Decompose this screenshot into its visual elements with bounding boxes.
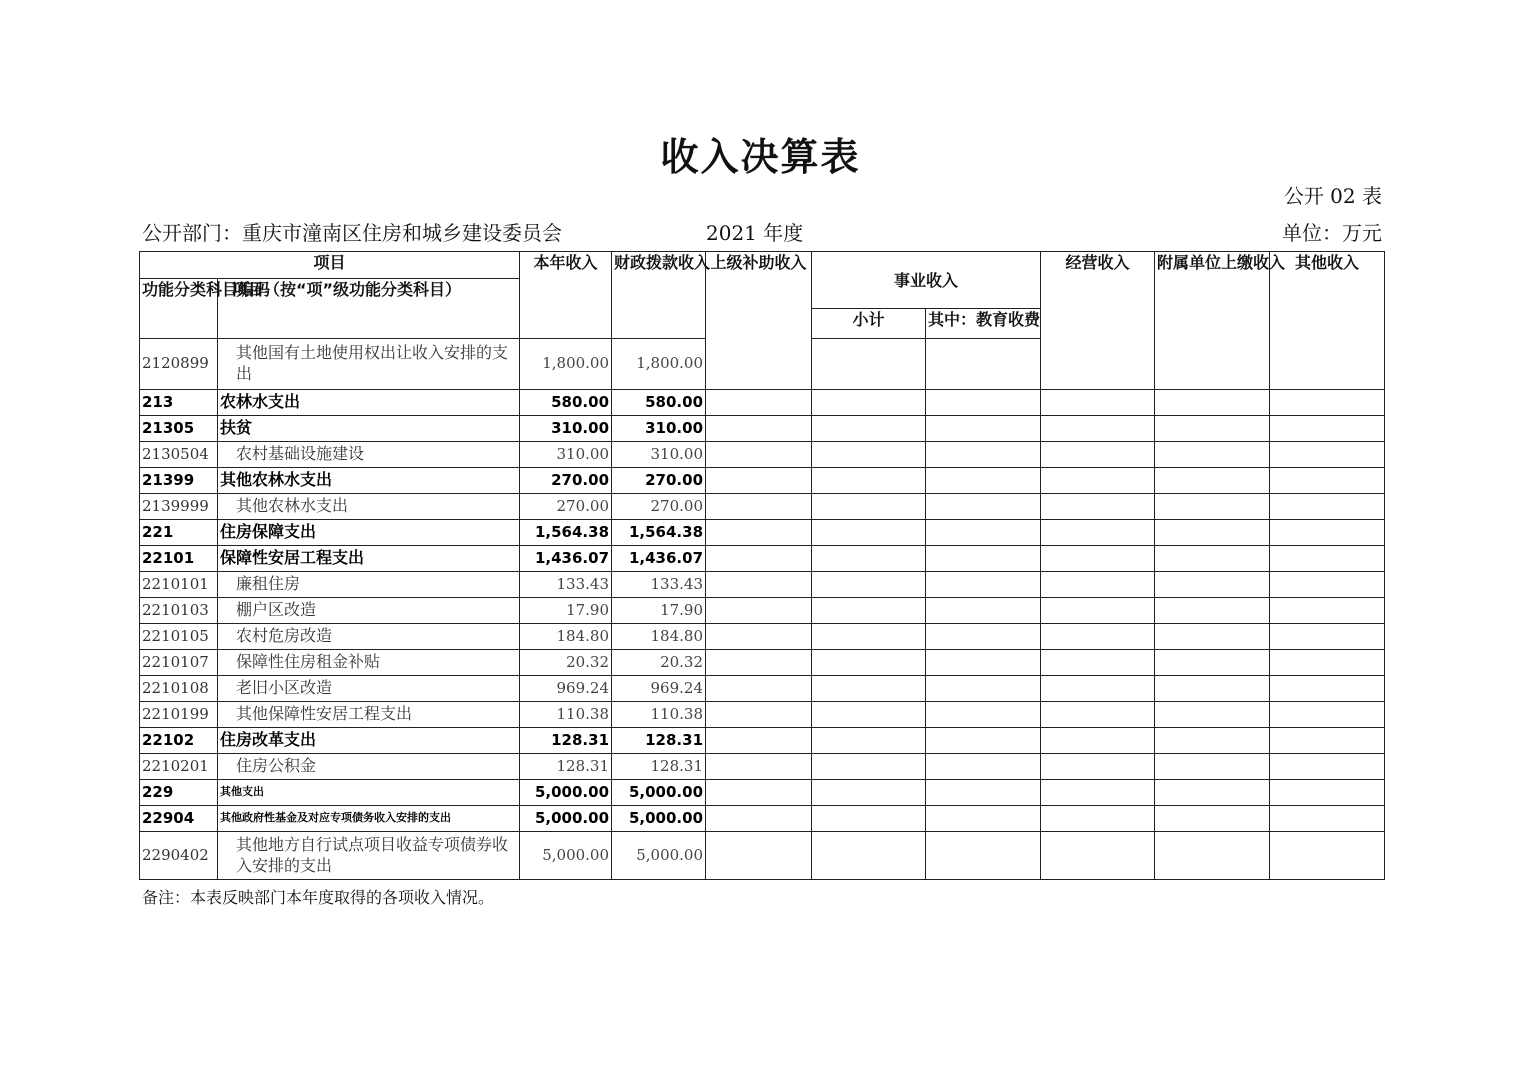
header-this-year <box>520 252 612 339</box>
row-name: 住房保障支出 <box>218 520 520 546</box>
row-total: 5,000.00 <box>520 780 612 806</box>
row-name: 其他农林水支出 <box>218 494 520 520</box>
row-total: 5,000.00 <box>520 832 612 880</box>
row-name: 其他国有土地使用权出让收入安排的支出 <box>218 339 520 390</box>
header-func-code <box>140 279 271 339</box>
header-superior <box>706 252 812 390</box>
row-name: 农林水支出 <box>218 390 520 416</box>
row-fiscal: 310.00 <box>612 416 706 442</box>
row-fiscal: 1,800.00 <box>612 339 706 390</box>
page-title: 收入决算表 <box>660 135 861 179</box>
table-row <box>140 650 1385 676</box>
row-code: 2210201 <box>140 754 218 780</box>
row-fiscal: 969.24 <box>612 676 706 702</box>
table-row <box>140 494 1385 520</box>
header-edu-text: 其中：教育收费 <box>928 310 1041 329</box>
row-name: 住房公积金 <box>218 754 520 780</box>
row-name: 其他地方自行试点项目收益专项债券收入安排的支出 <box>218 832 520 880</box>
table-note: 备注：本表反映部门本年度取得的各项收入情况。 <box>142 888 495 907</box>
row-code: 2290402 <box>140 832 218 880</box>
row-total: 128.31 <box>520 754 612 780</box>
row-total: 270.00 <box>520 468 612 494</box>
row-total: 128.31 <box>520 728 612 754</box>
header-subtotal: 小计 <box>812 309 926 339</box>
row-fiscal: 128.31 <box>612 754 706 780</box>
row-fiscal: 133.43 <box>612 572 706 598</box>
row-fiscal: 1,564.38 <box>612 520 706 546</box>
row-total: 1,564.38 <box>520 520 612 546</box>
table-row <box>140 442 1385 468</box>
header-operating: 经营收入 <box>1041 252 1155 390</box>
table-row <box>140 598 1385 624</box>
row-name: 其他政府性基金及对应专项债务收入安排的支出 <box>218 806 520 832</box>
row-name: 棚户区改造 <box>218 598 520 624</box>
row-fiscal: 5,000.00 <box>612 780 706 806</box>
row-fiscal: 270.00 <box>612 468 706 494</box>
header-func-code-text: 功能分类科目编码 <box>142 280 271 299</box>
row-code: 22102 <box>140 728 218 754</box>
row-code: 2210103 <box>140 598 218 624</box>
row-total: 5,000.00 <box>520 806 612 832</box>
row-total: 17.90 <box>520 598 612 624</box>
header-other: 其他收入 <box>1270 252 1385 390</box>
row-total: 110.38 <box>520 702 612 728</box>
row-name: 农村危房改造 <box>218 624 520 650</box>
table-row <box>140 390 1385 416</box>
table-body <box>140 390 1385 880</box>
year-label: 2021 年度 <box>706 221 804 245</box>
table-row <box>140 702 1385 728</box>
row-name: 其他支出 <box>218 780 520 806</box>
row-total: 20.32 <box>520 650 612 676</box>
table-row <box>140 728 1385 754</box>
row-name: 保障性住房租金补贴 <box>218 650 520 676</box>
row-total: 310.00 <box>520 442 612 468</box>
row-code: 2210101 <box>140 572 218 598</box>
row-name: 其他农林水支出 <box>218 468 520 494</box>
row-fiscal: 270.00 <box>612 494 706 520</box>
row-code: 22904 <box>140 806 218 832</box>
row-code: 2210105 <box>140 624 218 650</box>
row-fiscal: 5,000.00 <box>612 806 706 832</box>
row-name: 老旧小区改造 <box>218 676 520 702</box>
header-this-year-text: 本年收入 <box>533 253 598 272</box>
table-row <box>140 520 1385 546</box>
row-name: 农村基础设施建设 <box>218 442 520 468</box>
header-affiliated <box>1155 252 1286 390</box>
unit-label: 单位：万元 <box>1282 221 1382 245</box>
row-code: 2130504 <box>140 442 218 468</box>
table-row <box>140 624 1385 650</box>
header-fiscal <box>612 252 711 339</box>
row-code: 213 <box>140 390 218 416</box>
header-fiscal-text: 财政拨款收入 <box>614 253 711 272</box>
row-total: 969.24 <box>520 676 612 702</box>
header-edu <box>926 309 1041 339</box>
row-total: 133.43 <box>520 572 612 598</box>
row-fiscal: 128.31 <box>612 728 706 754</box>
row-edu <box>926 339 1041 390</box>
table-header <box>140 252 1385 390</box>
row-total: 1,436.07 <box>520 546 612 572</box>
header-business: 事业收入 <box>812 252 1041 309</box>
table-row <box>140 780 1385 806</box>
row-total: 1,800.00 <box>520 339 612 390</box>
row-code: 221 <box>140 520 218 546</box>
row-code: 2210199 <box>140 702 218 728</box>
table-row <box>140 832 1385 880</box>
income-table <box>139 251 1385 880</box>
row-fiscal: 17.90 <box>612 598 706 624</box>
row-total: 580.00 <box>520 390 612 416</box>
row-fiscal: 580.00 <box>612 390 706 416</box>
form-number: 公开 02 表 <box>1283 184 1382 208</box>
row-fiscal: 1,436.07 <box>612 546 706 572</box>
row-subtotal <box>812 339 926 390</box>
row-total: 270.00 <box>520 494 612 520</box>
row-code: 21399 <box>140 468 218 494</box>
row-fiscal: 310.00 <box>612 442 706 468</box>
row-code: 2120899 <box>140 339 218 390</box>
row-code: 2139999 <box>140 494 218 520</box>
row-fiscal: 184.80 <box>612 624 706 650</box>
table-row <box>140 546 1385 572</box>
row-name: 其他保障性安居工程支出 <box>218 702 520 728</box>
table-row <box>140 416 1385 442</box>
row-name: 廉租住房 <box>218 572 520 598</box>
row-fiscal: 110.38 <box>612 702 706 728</box>
row-total: 310.00 <box>520 416 612 442</box>
row-code: 229 <box>140 780 218 806</box>
row-fiscal: 5,000.00 <box>612 832 706 880</box>
row-code: 2210108 <box>140 676 218 702</box>
header-project: 项目 <box>140 252 520 279</box>
row-code: 2210107 <box>140 650 218 676</box>
table-row <box>140 572 1385 598</box>
row-code: 21305 <box>140 416 218 442</box>
row-name: 保障性安居工程支出 <box>218 546 520 572</box>
row-code: 22101 <box>140 546 218 572</box>
header-item-name: 项目（按“项”级功能分类科目） <box>218 279 520 339</box>
header-superior-text: 上级补助收入 <box>710 253 807 272</box>
department-label: 公开部门：重庆市潼南区住房和城乡建设委员会 <box>142 221 562 245</box>
table-row <box>140 806 1385 832</box>
table-row <box>140 468 1385 494</box>
table-row <box>140 754 1385 780</box>
row-name: 扶贫 <box>218 416 520 442</box>
row-total: 184.80 <box>520 624 612 650</box>
table-row <box>140 676 1385 702</box>
row-fiscal: 20.32 <box>612 650 706 676</box>
header-affiliated-text: 附属单位上缴收入 <box>1157 253 1286 272</box>
row-name: 住房改革支出 <box>218 728 520 754</box>
